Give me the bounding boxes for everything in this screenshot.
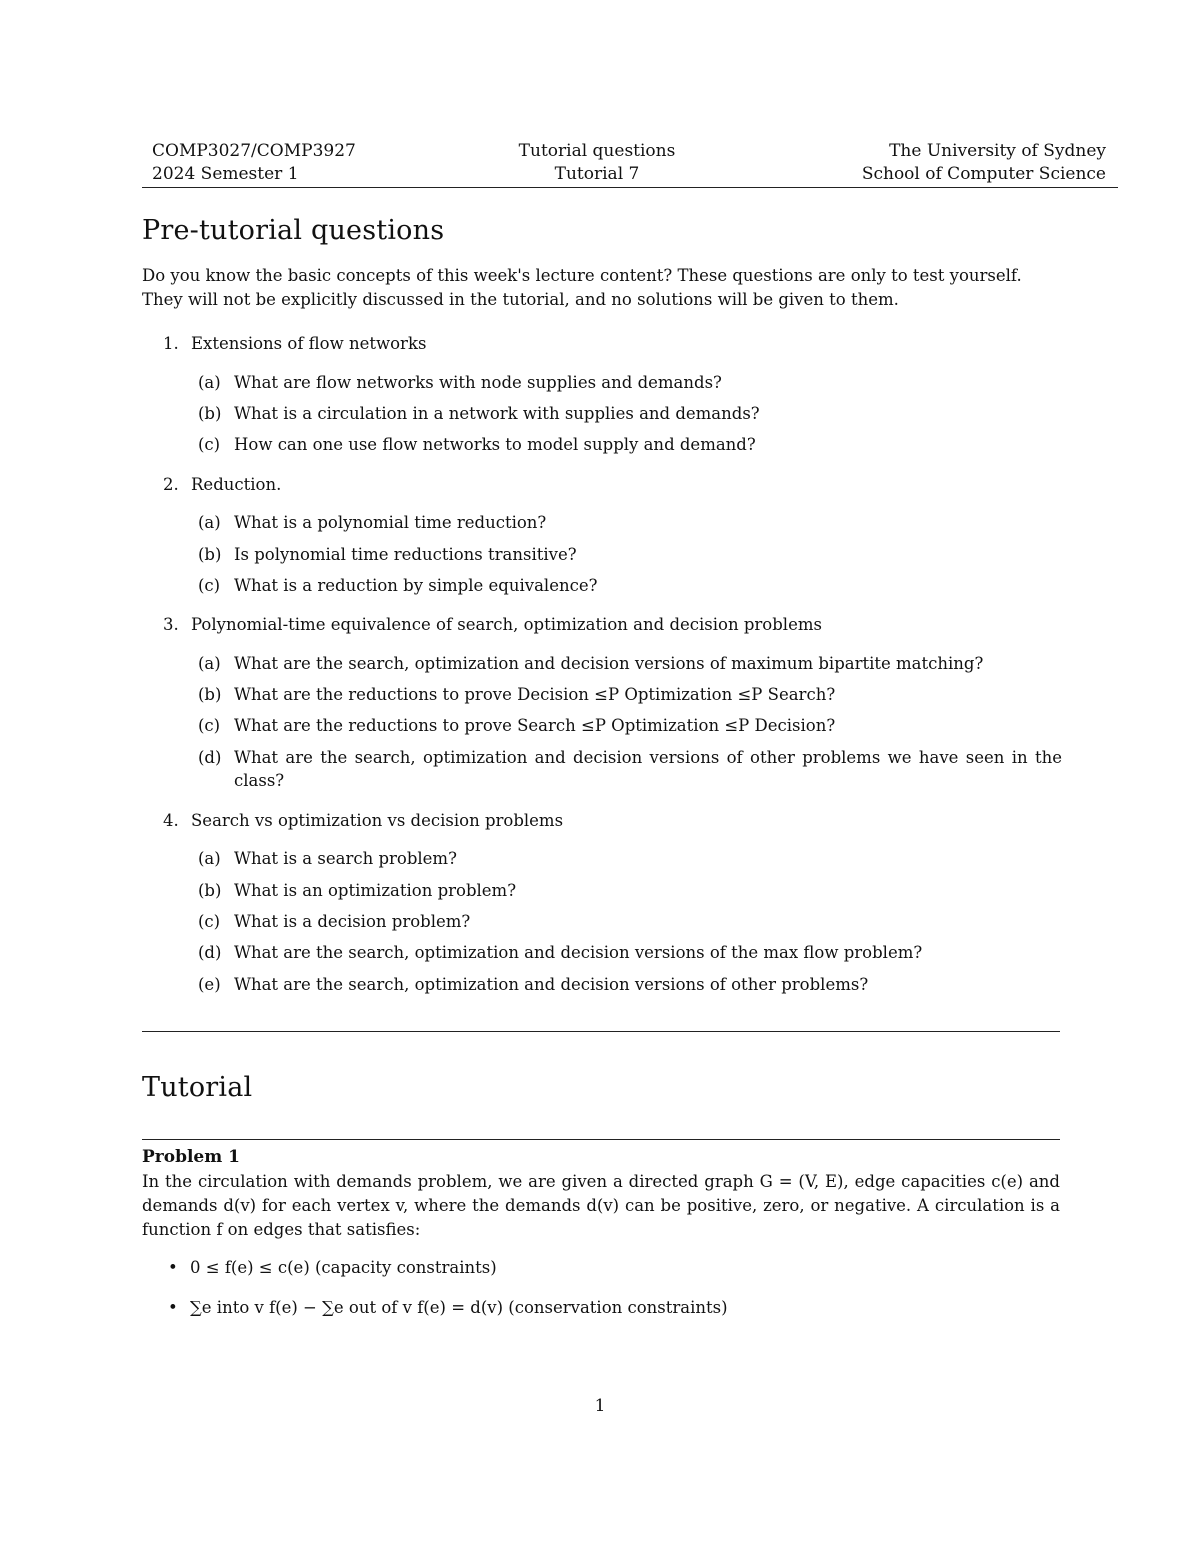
item-label: (a) [198,654,221,673]
item-label: (b) [198,404,222,423]
question-2 [163,473,281,496]
item-label: (d) [198,748,222,767]
header-right [862,140,1106,186]
item-label: (c) [198,576,221,595]
question-number: 3. [163,615,179,634]
item-label: (a) [198,373,221,392]
section-divider [142,1031,1060,1032]
university: The University of Sydney [889,141,1106,161]
item-label: (a) [198,513,221,532]
item-label: (b) [198,881,222,900]
question-title: Reduction. [191,475,282,494]
bullet-text: ∑e into v f(e) − ∑e out of v f(e) = d(v) (conservation constraints) [190,1298,728,1317]
item-label: (b) [198,685,222,704]
item-text: What are the reductions to prove Decision ≤P Optimization ≤P Search? [234,685,836,704]
question-number: 1. [163,334,179,353]
question-title: Extensions of flow networks [191,334,427,353]
question-title: Polynomial-time equivalence of search, optimization and decision problems [191,615,822,634]
item-label: (b) [198,545,222,564]
item-text: What are flow networks with node supplies and demands? [234,373,722,392]
problem-text: In the circulation with demands problem, we are given a directed graph G = (V, E), edge capacities c(e) and demands d(v) for each vertex v, where the demands d(v) can be positive, zero, or negative. A circulation is a function f on edges that satisfies: [142,1172,1060,1239]
item-label: (e) [198,975,221,994]
question-4 [163,809,563,832]
school: School of Computer Science [861,164,1106,184]
semester: 2024 Semester 1 [152,164,299,184]
item-text: Is polynomial time reductions transitive? [234,545,577,564]
item-label: (d) [198,943,222,962]
tutorial-number: Tutorial 7 [554,164,640,184]
item-text: What is an optimization problem? [234,881,517,900]
item-text: What is a decision problem? [234,912,471,931]
item-label: (a) [198,849,221,868]
bullet-icon: • [168,1258,178,1277]
item-text: What are the search, optimization and decision versions of other problems? [234,975,869,994]
item-text: What are the reductions to prove Search ≤P Optimization ≤P Decision? [234,716,836,735]
problem-title: Problem 1 [142,1147,240,1167]
course-code: COMP3027/COMP3927 [152,141,356,161]
bullet-icon: • [168,1298,178,1317]
question-3 [163,613,822,636]
question-1 [163,332,426,355]
list-item [168,1256,497,1280]
item-text: What is a search problem? [234,849,457,868]
item-text: What are the search, optimization and decision versions of maximum bipartite matching? [234,654,984,673]
bullet-text: 0 ≤ f(e) ≤ c(e) (capacity constraints) [190,1258,497,1277]
list-item [168,1296,728,1320]
tutorial-heading: Tutorial [142,1072,253,1103]
item-label: (c) [198,435,221,454]
header-divider [142,187,1118,188]
item-label: (c) [198,716,221,735]
item-text: How can one use flow networks to model supply and demand? [234,435,756,454]
item-text: What is a circulation in a network with supplies and demands? [234,404,760,423]
pre-tutorial-intro: Do you know the basic concepts of this week's lecture content? These questions are only to test yourself. They will not be explicitly discussed in the tutorial, and no solutions will be given to them. [142,266,1022,309]
question-number: 4. [163,811,179,830]
problem-divider [142,1139,1060,1140]
item-text: What are the search, optimization and decision versions of other problems we have seen in the class? [234,748,1062,790]
page-number: 1 [594,1396,606,1416]
question-number: 2. [163,475,179,494]
pre-tutorial-heading: Pre-tutorial questions [142,215,445,246]
question-title: Search vs optimization vs decision problems [191,811,564,830]
item-text: What are the search, optimization and decision versions of the max flow problem? [234,943,923,962]
item-text: What is a polynomial time reduction? [234,513,547,532]
item-text: What is a reduction by simple equivalence? [234,576,598,595]
doc-type: Tutorial questions [518,141,676,161]
item-label: (c) [198,912,221,931]
